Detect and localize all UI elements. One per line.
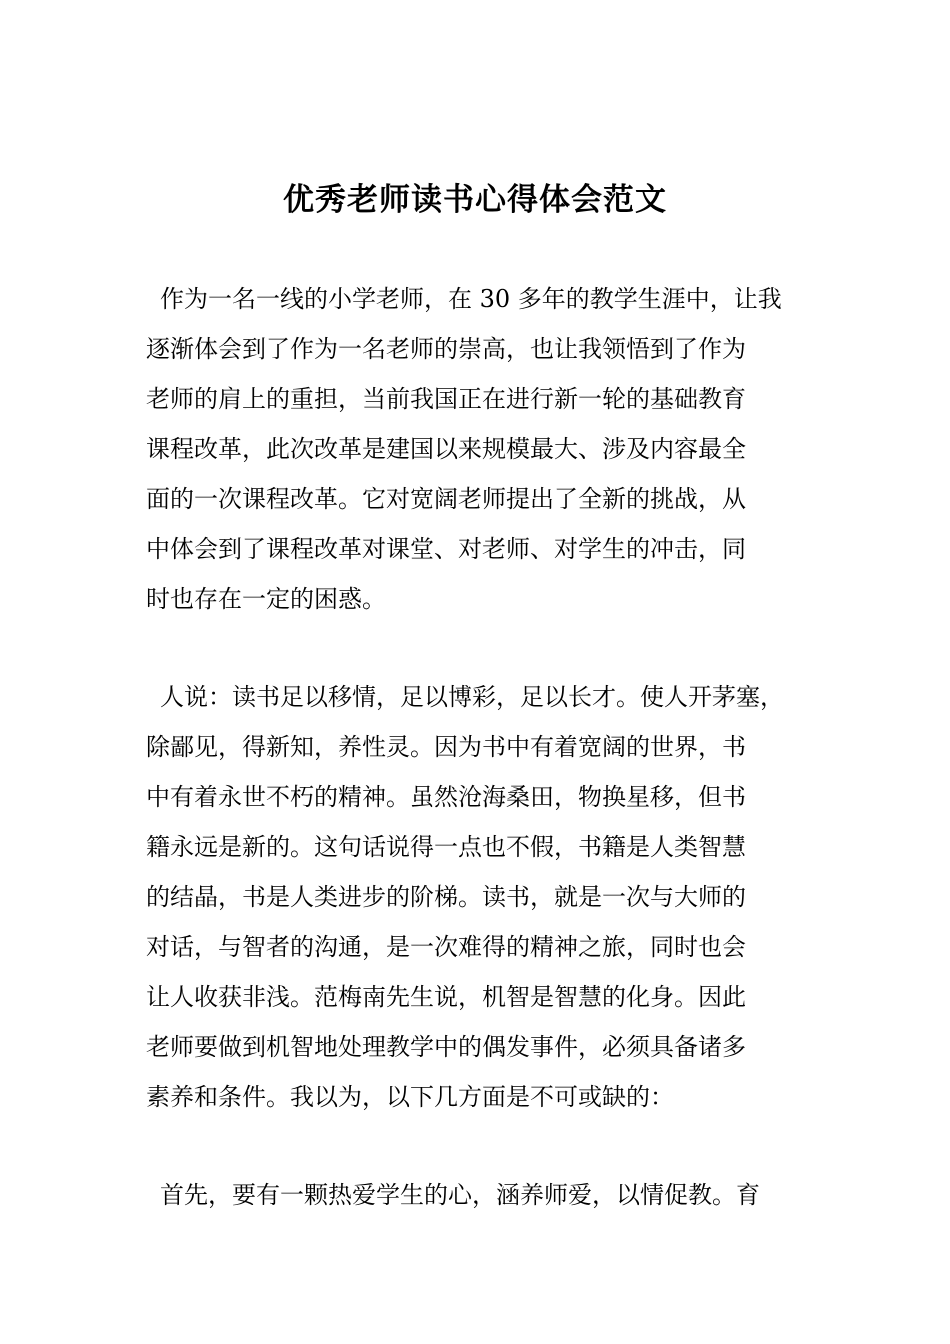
paragraph-line: 除鄙见，得新知，养性灵。因为书中有着宽阔的世界，书 bbox=[146, 733, 746, 761]
paragraph bbox=[146, 1170, 846, 1220]
paragraph-line: 人说：读书足以移情，足以博彩，足以长才。使人开茅塞， bbox=[160, 683, 784, 711]
paragraph-line: 的结晶，书是人类进步的阶梯。读书，就是一次与大师的 bbox=[146, 883, 746, 911]
paragraph bbox=[146, 274, 846, 624]
paragraph-line: 中体会到了课程改革对课堂、对老师、对学生的冲击，同 bbox=[146, 535, 746, 563]
paragraph-line: 作为一名一线的小学老师，在 30 多年的教学生涯中，让我 bbox=[160, 285, 782, 313]
paragraph-line: 素养和条件。我以为，以下几方面是不可或缺的： bbox=[146, 1083, 674, 1111]
document-title: 优秀老师读书心得体会范文 bbox=[283, 182, 667, 218]
paragraph-line: 老师要做到机智地处理教学中的偶发事件，必须具备诸多 bbox=[146, 1033, 746, 1061]
paragraph-line: 时也存在一定的困惑。 bbox=[146, 585, 386, 613]
paragraph bbox=[146, 672, 846, 1122]
paragraph-line: 对话，与智者的沟通，是一次难得的精神之旅，同时也会 bbox=[146, 933, 746, 961]
paragraph-line: 老师的肩上的重担，当前我国正在进行新一轮的基础教育 bbox=[146, 385, 746, 413]
paragraph-line: 面的一次课程改革。它对宽阔老师提出了全新的挑战，从 bbox=[146, 485, 746, 513]
paragraph-line: 中有着永世不朽的精神。虽然沧海桑田，物换星移，但书 bbox=[146, 783, 746, 811]
paragraph-line: 逐渐体会到了作为一名老师的崇高，也让我领悟到了作为 bbox=[146, 335, 746, 363]
paragraph-line: 籍永远是新的。这句话说得一点也不假，书籍是人类智慧 bbox=[146, 833, 746, 861]
paragraph-line: 课程改革，此次改革是建国以来规模最大、涉及内容最全 bbox=[146, 435, 746, 463]
paragraph-line: 让人收获非浅。范梅南先生说，机智是智慧的化身。因此 bbox=[146, 983, 746, 1011]
paragraph-line: 首先，要有一颗热爱学生的心，涵养师爱，以情促教。育 bbox=[160, 1181, 760, 1209]
